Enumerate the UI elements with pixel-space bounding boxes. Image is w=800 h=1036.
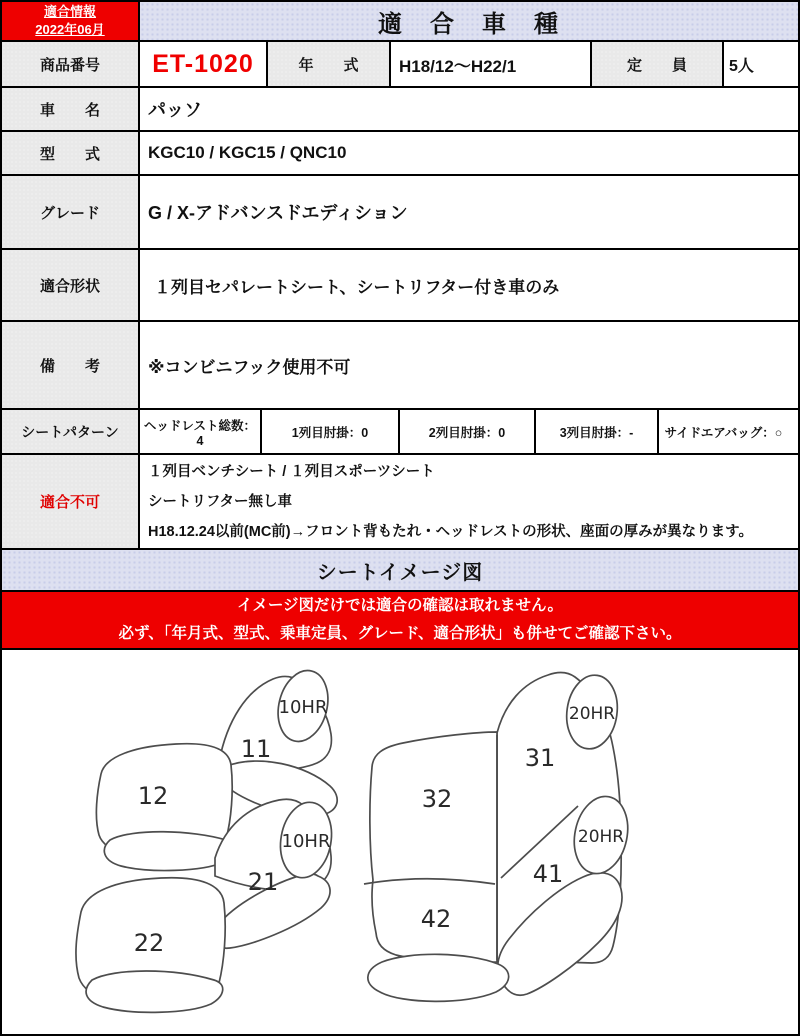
- seat-pattern-label: シートパターン: [2, 410, 140, 453]
- header-row: [2, 2, 798, 42]
- rear-back-right-label: 31: [524, 744, 556, 772]
- model-row: [2, 132, 798, 176]
- not-compatible-row: [2, 455, 798, 550]
- front1-cushion-label: 12: [137, 782, 169, 810]
- warning-banner: [2, 592, 798, 650]
- row1-armrest-cell: 1列目肘掛：0: [262, 410, 400, 453]
- front1-seatback-label: 11: [240, 735, 272, 763]
- not-compatible-list: [140, 455, 796, 548]
- not-compatible-label: 適合不可: [2, 455, 140, 548]
- row3-armrest-cell: 3列目肘掛：-: [536, 410, 659, 453]
- fitment-info-cell: [2, 2, 140, 40]
- fit-shape-row: [2, 250, 798, 322]
- front2-seatback-label: 21: [247, 868, 279, 896]
- headrest-count-cell: ヘッドレスト総数：4: [140, 410, 262, 453]
- rear-back-left-label: 32: [421, 785, 453, 813]
- warning-line-1: イメージ図だけでは適合の確認は取れません。: [237, 597, 563, 614]
- capacity-value: 5人: [729, 57, 754, 75]
- rear-headrest-bottom-label: 20HR: [577, 827, 625, 847]
- rear-cushion-left-label: 42: [420, 905, 452, 933]
- not-compatible-line-2: シートリフター無し車: [148, 493, 292, 510]
- row2-armrest-cell: 2列目肘掛：0: [400, 410, 536, 453]
- rear-cushion-right-label: 41: [532, 860, 564, 888]
- grade-value: G / X-アドバンスドエディション: [148, 203, 408, 223]
- product-number-label: 商品番号: [2, 42, 140, 86]
- rear-headrest-top-label: 20HR: [568, 704, 616, 724]
- seat-diagram: [2, 650, 798, 1034]
- car-name-label: 車 名: [2, 88, 140, 130]
- front2-cushion-lip-shape: [86, 971, 223, 1012]
- car-name-value: パッソ: [148, 100, 202, 120]
- not-compatible-line-3: H18.12.24以前(MC前)→フロント背もたれ・ヘッドレストの形状、座面の厚みが異なります。: [148, 523, 754, 540]
- grade-row: [2, 176, 798, 250]
- rear-cushion-left-lip-shape: [368, 954, 509, 1001]
- product-row: [2, 42, 798, 88]
- front2-cushion-label: 22: [133, 929, 165, 957]
- seat-diagram-svg: [2, 650, 798, 1034]
- fitment-info-label: 適合情報: [43, 4, 96, 19]
- remarks-label: 備 考: [2, 322, 140, 408]
- warning-line-2: 必ず、「年月式、型式、乗車定員、グレード、適合形状」も併せてご確認下さい。: [118, 625, 682, 642]
- seat-pattern-row: [2, 410, 798, 455]
- not-compatible-line-1: １列目ベンチシート / １列目スポーツシート: [148, 463, 435, 480]
- product-number-value: ET-1020: [140, 42, 268, 86]
- front2-headrest-label: 10HR: [281, 831, 331, 852]
- fitment-info-date: 2022年06月: [35, 22, 105, 37]
- grade-label: グレード: [2, 176, 140, 248]
- year-value: H18/12～H22/1: [391, 42, 592, 86]
- fit-shape-value: １列目セパレートシート、シートリフター付き車のみ: [154, 277, 560, 297]
- page-title: 適 合 車 種: [140, 2, 798, 40]
- seat-image-title: シートイメージ図: [2, 550, 798, 592]
- car-name-row: [2, 88, 798, 132]
- model-label: 型 式: [2, 132, 140, 174]
- model-value: KGC10 / KGC15 / QNC10: [148, 143, 347, 162]
- remarks-row: [2, 322, 798, 410]
- remarks-value: ※コンビニフック使用不可: [148, 357, 351, 377]
- front1-headrest-label: 10HR: [278, 697, 328, 718]
- fit-shape-label: 適合形状: [2, 250, 140, 320]
- side-airbag-cell: サイドエアバッグ：○: [664, 425, 783, 440]
- year-label: 年 式: [268, 42, 391, 86]
- capacity-label: 定 員: [592, 42, 724, 86]
